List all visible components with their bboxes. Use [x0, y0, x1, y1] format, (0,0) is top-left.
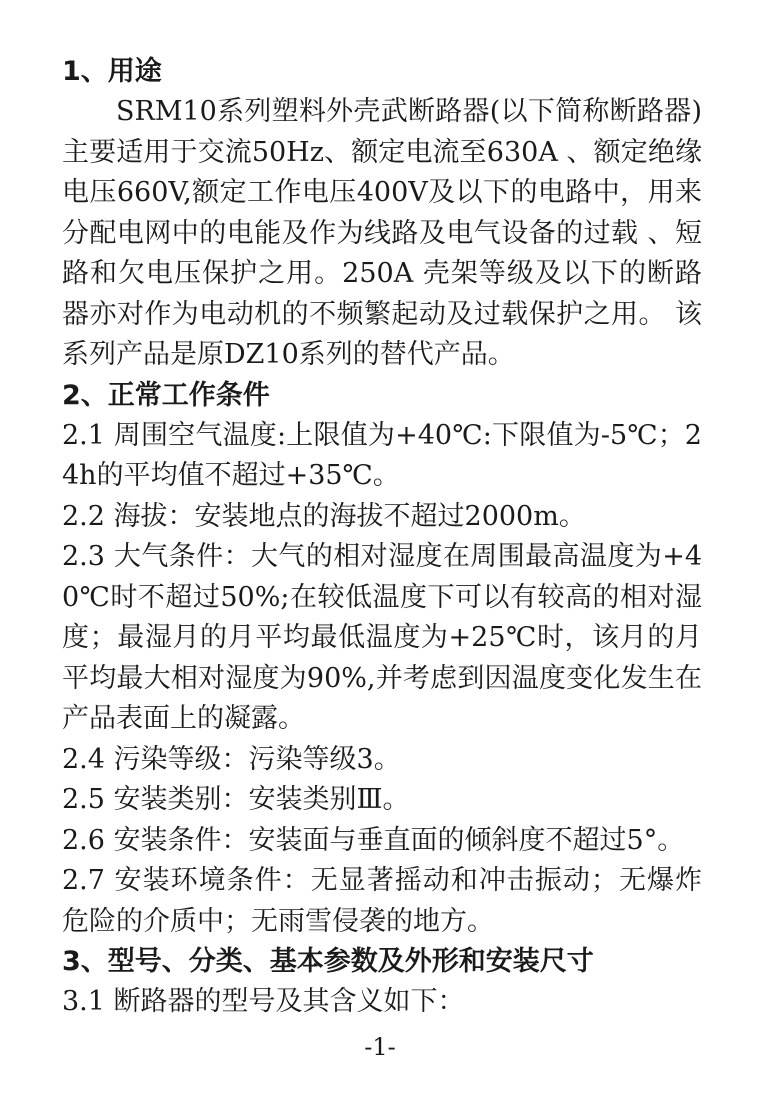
section-heading-model-classification: 3、型号、分类、基本参数及外形和安装尺寸: [62, 946, 594, 977]
condition-item-pollution-degree: 2.4 污染等级：污染等级3。: [62, 743, 401, 775]
condition-item-installation-environment: 2.7 安装环境条件：无显著摇动和冲击振动；无爆炸危险的介质中；无雨雪侵袭的地方。: [62, 865, 702, 937]
condition-item-atmosphere: 2.3 大气条件：大气的相对湿度在周围最高温度为+40℃时不超过50%;在较低温度下可以有较高的相对湿度；最湿月的月平均最低温度为+25℃时，该月的月平均最大相对湿度为90%,并考虑到因温度变化发生在产品表面上的凝露。: [62, 541, 702, 734]
document-body: [62, 52, 702, 1023]
page-number: -1-: [364, 1033, 396, 1061]
condition-item-installation-condition: 2.6 安装条件：安装面与垂直面的倾斜度不超过5°。: [62, 824, 685, 856]
section-heading-working-conditions: 2、正常工作条件: [62, 379, 270, 411]
model-item-meaning: 3.1 断路器的型号及其含义如下：: [62, 986, 465, 1017]
condition-item-ambient-temperature: 2.1 周围空气温度:上限值为+40℃:下限值为-5℃；24h的平均值不超过+35℃。: [62, 419, 702, 491]
condition-item-altitude: 2.2 海拔：安装地点的海拔不超过2000m。: [62, 500, 586, 532]
condition-item-installation-category: 2.5 安装类别：安装类别Ⅲ。: [62, 784, 410, 815]
section-heading-purpose: 1、用途: [62, 56, 162, 87]
purpose-paragraph: SRM10系列塑料外壳武断路器(以下简称断路器)主要适用于交流50Hz、额定电流至630A 、额定绝缘电压660V,额定工作电压400V及以下的电路中，用来分配电网中的电能及作为线路及电气设备的过载 、短路和欠电压保护之用。250A 壳架等级及以下的断路器亦对作为电动机的不频繁起动及过载保护之用。 该系列产品是原DZ10系列的替代产品。: [62, 96, 702, 370]
